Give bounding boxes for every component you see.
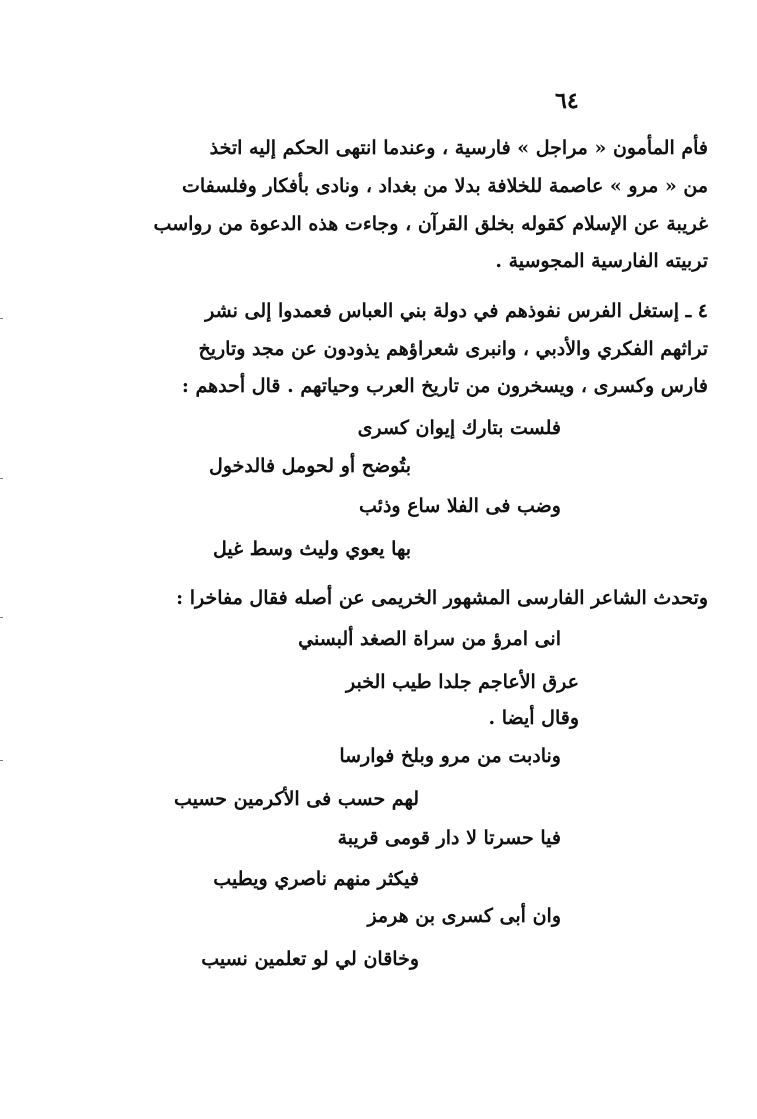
poem-1-verse-3: وضب فى الفلا ساع وذئب	[359, 495, 561, 517]
poem-2-verse-2: عرق الأعاجم جلدا طيب الخبر	[345, 671, 579, 693]
paragraph-2-line-2: تراثهم الفكري والأدبي ، وانبرى شعراؤهم يذودون عن مجد وتاريخ	[198, 338, 708, 360]
poem-3-verse-4: فيكثر منهم ناصري ويطيب	[213, 868, 419, 890]
paragraph-1-line-4: تربيته الفارسية المجوسية .	[495, 250, 708, 272]
poem-1-verse-4: بها يعوي وليث وسط غيل	[213, 538, 411, 560]
poem-3-verse-6: وخاقان لي لو تعلمين نسيب	[201, 948, 419, 970]
page-number: ٦٤	[555, 88, 579, 114]
poem-1-verse-2: بتُوضح أو لحومل فالدخول	[209, 455, 411, 477]
paragraph-2-line-3: فارس وكسرى ، ويسخرون من تاريخ العرب وحياتهم . قال أحدهم :	[181, 375, 708, 397]
paragraph-3: وتحدث الشاعر الفارسى المشهور الخريمى عن أصله فقال مفاخرا :	[176, 587, 708, 609]
paragraph-1-line-2: من « مرو » عاصمة للخلافة بدلا من بغداد ، ونادى بأفكار وفلسفات	[181, 175, 708, 197]
scan-edge-mark	[0, 478, 3, 479]
poem-3-verse-3: فيا حسرتا لا دار قومى قريبة	[337, 827, 561, 849]
poem-3-verse-5: وان أبى كسرى بن هرمز	[367, 905, 561, 927]
paragraph-1-line-1: فأم المأمون « مراجل » فارسية ، وعندما انتهى الحكم إليه اتخذ	[209, 137, 708, 159]
paragraph-2-line-1: ٤ ـ إستغل الفرس نفوذهم في دولة بني العباس فعمدوا إلى نشر	[205, 300, 708, 322]
poem-3-verse-2: لهم حسب فى الأكرمين حسيب	[173, 788, 419, 810]
poem-3-verse-1: ونادبت من مرو وبلخ فوارسا	[339, 745, 561, 767]
scan-edge-mark	[0, 318, 3, 319]
scan-edge-mark	[0, 617, 3, 618]
paragraph-4: وقال أيضا .	[488, 707, 579, 729]
poem-2-verse-1: انى امرؤ من سراة الصغد ألبسني	[298, 628, 561, 650]
poem-1-verse-1: فلست بتارك إيوان كسرى	[357, 417, 561, 439]
scan-edge-mark	[0, 760, 3, 761]
paragraph-1-line-3: غريبة عن الإسلام كقوله بخلق القرآن ، وجاءت هذه الدعوة من رواسب	[153, 213, 708, 235]
